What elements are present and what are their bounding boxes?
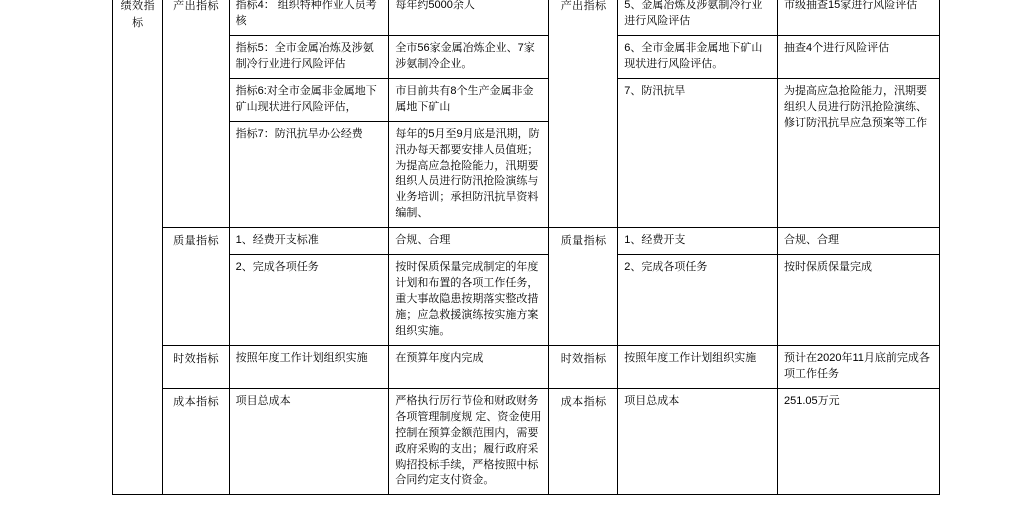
table-row (113, 228, 940, 255)
group-label-performance (113, 0, 163, 495)
indicator-target-right: 合规、合理 (778, 228, 940, 255)
indicator-target: 全市56家金属冶炼企业、7家涉氨制冷企业。 (389, 35, 549, 78)
group-label-timeliness-right-text: 时效指标 (560, 352, 607, 365)
group-label-quality (162, 228, 229, 346)
indicator-name: 2、完成各项任务 (229, 255, 389, 346)
indicator-target: 按时保质保量完成制定的年度计划和布置的各项工作任务，重大事故隐患按期落实整改措施；应急救援演练按实施方案 组织实施。 (389, 255, 549, 346)
table-row (113, 0, 940, 35)
performance-indicator-table (112, 0, 940, 495)
table-row (113, 388, 940, 495)
group-label-timeliness-text: 时效指标 (173, 352, 220, 365)
group-label-timeliness-right (549, 345, 618, 388)
table-row (113, 345, 940, 388)
indicator-target-right: 按时保质保量完成 (778, 255, 940, 346)
indicator-target: 每年约5000余人 (389, 0, 549, 35)
group-label-output-right (549, 0, 618, 228)
indicator-name: 项目总成本 (229, 388, 389, 495)
table-row (113, 35, 940, 78)
indicator-target: 每年的5月至9月底是汛期，防汛办每天都要安排人员值班；为提高应急抢险能力，汛期要组织人员进行防汛抢险演练与业务培训；承担防汛抗旱资料编制、 (389, 121, 549, 228)
group-label-timeliness (162, 345, 229, 388)
indicator-name-right: 6、全市金属非金属地下矿山现状进行风险评估。 (618, 35, 778, 78)
indicator-name-right: 7、防汛抗旱 (618, 78, 778, 228)
indicator-target-right: 预计在2020年11月底前完成各项工作任务 (778, 345, 940, 388)
indicator-name-right: 1、经费开支 (618, 228, 778, 255)
indicator-name: 1、经费开支标准 (229, 228, 389, 255)
group-label-cost-text: 成本指标 (173, 395, 220, 408)
indicator-name: 指标6:对全市金属非金属地下矿山现状进行风险评估， (229, 78, 389, 121)
table-row (113, 78, 940, 121)
indicator-name-right: 项目总成本 (618, 388, 778, 495)
indicator-target-right: 抽查4个进行风险评估 (778, 35, 940, 78)
indicator-target-right: 市级抽查15家进行风险评估 (778, 0, 940, 35)
indicator-name-right: 5、金属冶炼及涉氨制冷行业进行风险评估 (618, 0, 778, 35)
indicator-target: 在预算年度内完成 (389, 345, 549, 388)
indicator-name-right: 2、完成各项任务 (618, 255, 778, 346)
indicator-name-right: 按照年度工作计划组织实施 (618, 345, 778, 388)
indicator-name: 指标4： 组织特种作业人员考核 (229, 0, 389, 35)
group-label-output-right-text: 产出指标 (560, 0, 607, 12)
indicator-target-right: 为提高应急抢险能力，汛期要组织人员进行防汛抢险演练、修订防汛抗旱应急预案等工作 (778, 78, 940, 228)
indicator-target: 合规、合理 (389, 228, 549, 255)
indicator-target: 严格执行厉行节俭和财政财务各项管理制度规 定、资金使用控制在预算金额范围内，需要政府采购的支出；履行政府采购招投标手续，严格按照中标合同约定支付资金。 (389, 388, 549, 495)
group-label-cost-right (549, 388, 618, 495)
table-row (113, 255, 940, 346)
indicator-name: 指标7：防汛抗旱办公经费 (229, 121, 389, 228)
group-label-output (162, 0, 229, 228)
indicator-target-right: 251.05万元 (778, 388, 940, 495)
group-label-cost-right-text: 成本指标 (560, 395, 607, 408)
indicator-name: 指标5：全市金属冶炼及涉氨制冷行业进行风险评估 (229, 35, 389, 78)
group-label-quality-right-text: 质量指标 (560, 235, 607, 248)
group-label-performance-text: 绩效指标 (120, 0, 156, 29)
group-label-quality-right (549, 228, 618, 346)
indicator-name: 按照年度工作计划组织实施 (229, 345, 389, 388)
indicator-target: 市目前共有8个生产金属非金属地下矿山 (389, 78, 549, 121)
group-label-quality-text: 质量指标 (173, 235, 220, 248)
group-label-cost (162, 388, 229, 495)
group-label-output-text: 产出指标 (173, 0, 220, 12)
